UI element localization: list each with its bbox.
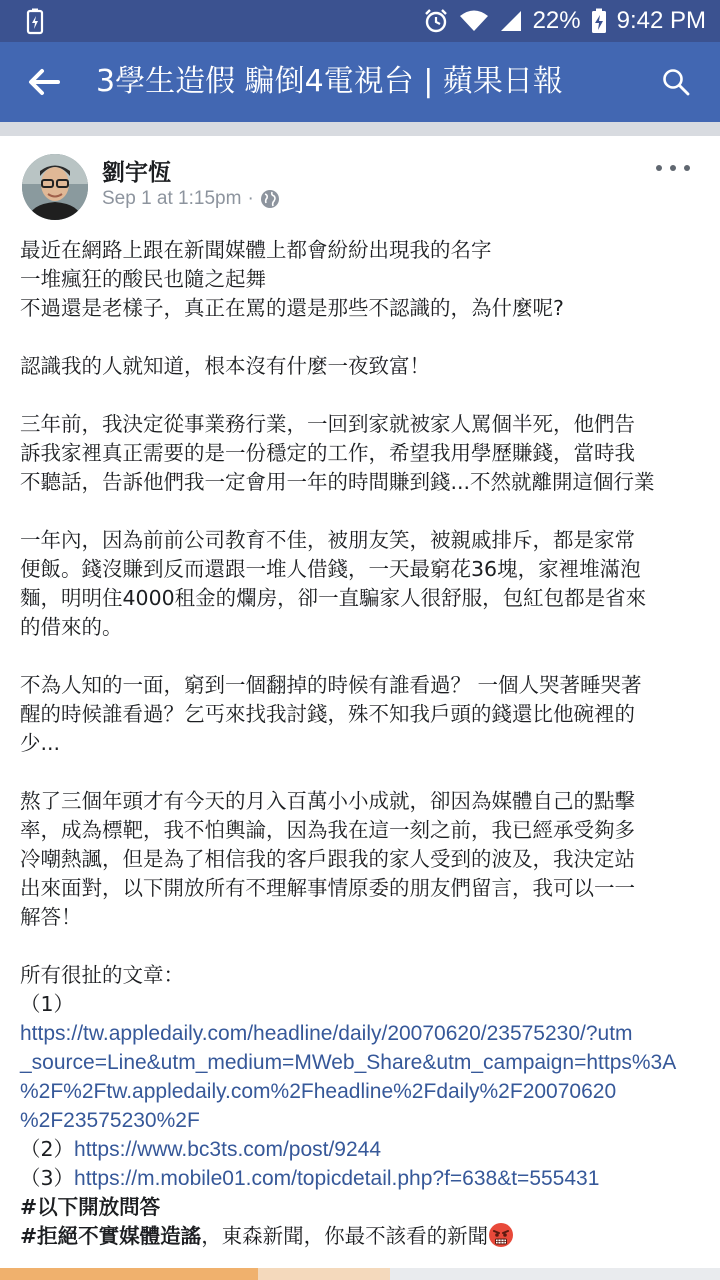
page-title: 3學生造假 騙倒4電視台 | 蘋果日報 bbox=[96, 64, 563, 99]
post-paragraph bbox=[20, 787, 710, 932]
more-options-button[interactable] bbox=[656, 158, 690, 178]
post-line: 訴我家裡真正需要的是一份穩定的工作，希望我用學歷賺錢，當時我 bbox=[20, 441, 635, 465]
post-line: 認識我的人就知道，根本沒有什麼一夜致富！ bbox=[20, 354, 430, 378]
more-dot-icon bbox=[670, 165, 676, 171]
avatar[interactable] bbox=[22, 154, 88, 220]
post-meta bbox=[102, 188, 280, 210]
link1-label: （1） bbox=[20, 992, 75, 1016]
post-paragraph bbox=[20, 236, 710, 323]
links-section bbox=[20, 961, 710, 1251]
search-icon bbox=[662, 68, 690, 96]
wifi-icon bbox=[459, 9, 489, 33]
meta-separator: · bbox=[247, 188, 254, 209]
post-line: 最近在網路上跟在新聞媒體上都會紛紛出現我的名字 bbox=[20, 238, 492, 262]
closing-line bbox=[20, 1222, 710, 1251]
post-paragraph bbox=[20, 352, 710, 381]
post-line: 不過還是老樣子，真正在罵的還是那些不認識的，為什麼呢? bbox=[20, 296, 564, 320]
link2-row bbox=[20, 1135, 710, 1164]
post-line: 出來面對，以下開放所有不理解事情原委的朋友們留言，我可以一一 bbox=[20, 876, 635, 900]
link-line: _source=Line&utm_medium=MWeb_Share&utm_campaign=https%3A bbox=[20, 1051, 677, 1074]
post-header bbox=[0, 136, 720, 236]
article-link-2[interactable]: https://www.bc3ts.com/post/9244 bbox=[74, 1138, 382, 1161]
status-bar bbox=[0, 0, 720, 42]
link3-row bbox=[20, 1164, 710, 1193]
search-button[interactable] bbox=[656, 62, 696, 102]
hashtag-media[interactable]: #拒絕不實媒體造謠 bbox=[20, 1224, 202, 1248]
loading-progress-bar bbox=[0, 1268, 720, 1280]
post-line: 一堆瘋狂的酸民也隨之起舞 bbox=[20, 267, 266, 291]
post-line: 解答！ bbox=[20, 905, 82, 929]
link-line: https://tw.appledaily.com/headline/daily/20070620/23575230/?utm bbox=[20, 1022, 633, 1045]
post-line: 一年內，因為前前公司教育不佳，被朋友笑，被親戚排斥，都是家常 bbox=[20, 528, 635, 552]
globe-icon bbox=[260, 189, 280, 209]
post-line: 不聽話，告訴他們我一定會用一年的時間賺到錢...不然就離開這個行業 bbox=[20, 470, 655, 494]
author-name[interactable]: 劉宇恆 bbox=[102, 160, 171, 186]
battery-charging-icon bbox=[591, 8, 607, 34]
post-line: 熬了三個年頭才有今天的月入百萬小小成就，卻因為媒體自己的點擊 bbox=[20, 789, 635, 813]
article-link-3[interactable]: https://m.mobile01.com/topicdetail.php?f=638&t=555431 bbox=[74, 1167, 600, 1190]
post-line: 不為人知的一面，窮到一個翻掉的時候有誰看過？ 一個人哭著睡哭著 bbox=[20, 673, 642, 697]
progress-buffer bbox=[258, 1268, 390, 1280]
post-body bbox=[20, 236, 710, 1251]
clock-time: 9:42 PM bbox=[616, 7, 706, 34]
alarm-icon bbox=[423, 8, 449, 34]
post-paragraph bbox=[20, 410, 710, 497]
closing-text: ，東森新聞，你最不該看的新聞 bbox=[201, 1224, 489, 1248]
links-intro: 所有很扯的文章： bbox=[20, 963, 184, 987]
post-paragraph bbox=[20, 526, 710, 642]
app-bar bbox=[0, 42, 720, 122]
divider bbox=[0, 122, 720, 136]
post-line: 少... bbox=[20, 731, 61, 755]
link-line: %2F%2Ftw.appledaily.com%2Fheadline%2Fdaily%2F20070620 bbox=[20, 1080, 617, 1103]
more-dot-icon bbox=[684, 165, 690, 171]
back-arrow-icon bbox=[28, 68, 60, 96]
post-line: 便飯。錢沒賺到反而還跟一堆人借錢，一天最窮花36塊，家裡堆滿泡 bbox=[20, 557, 641, 581]
article-link-1[interactable] bbox=[20, 1019, 710, 1135]
link2-label: （2） bbox=[20, 1137, 75, 1161]
post-line: 麵，明明住4000租金的爛房，卻一直騙家人很舒服，包紅包都是省來 bbox=[20, 586, 647, 610]
hashtag-qa[interactable]: #以下開放問答 bbox=[20, 1195, 161, 1219]
post-line: 三年前，我決定從事業務行業，一回到家就被家人罵個半死，他們告 bbox=[20, 412, 635, 436]
post-paragraph bbox=[20, 671, 710, 758]
progress-fill bbox=[0, 1268, 258, 1280]
post-line: 的借來的。 bbox=[20, 615, 123, 639]
battery-percent: 22% bbox=[532, 7, 581, 34]
post-line: 冷嘲熱諷，但是為了相信我的客戶跟我的家人受到的波及，我決定站 bbox=[20, 847, 635, 871]
post-timestamp[interactable]: Sep 1 at 1:15pm bbox=[102, 188, 242, 209]
link3-label: （3） bbox=[20, 1166, 75, 1190]
more-dot-icon bbox=[656, 165, 662, 171]
cell-signal-icon bbox=[499, 9, 523, 33]
post-line: 醒的時候誰看過？乞丐來找我討錢，殊不知我戶頭的錢還比他碗裡的 bbox=[20, 702, 635, 726]
angry-face-emoji-icon bbox=[488, 1222, 514, 1248]
battery-saver-icon bbox=[22, 8, 48, 36]
post-line: 率，成為標靶，我不怕輿論，因為我在這一刻之前，我已經承受夠多 bbox=[20, 818, 635, 842]
back-button[interactable] bbox=[22, 62, 66, 102]
link-line: %2F23575230%2F bbox=[20, 1109, 200, 1132]
